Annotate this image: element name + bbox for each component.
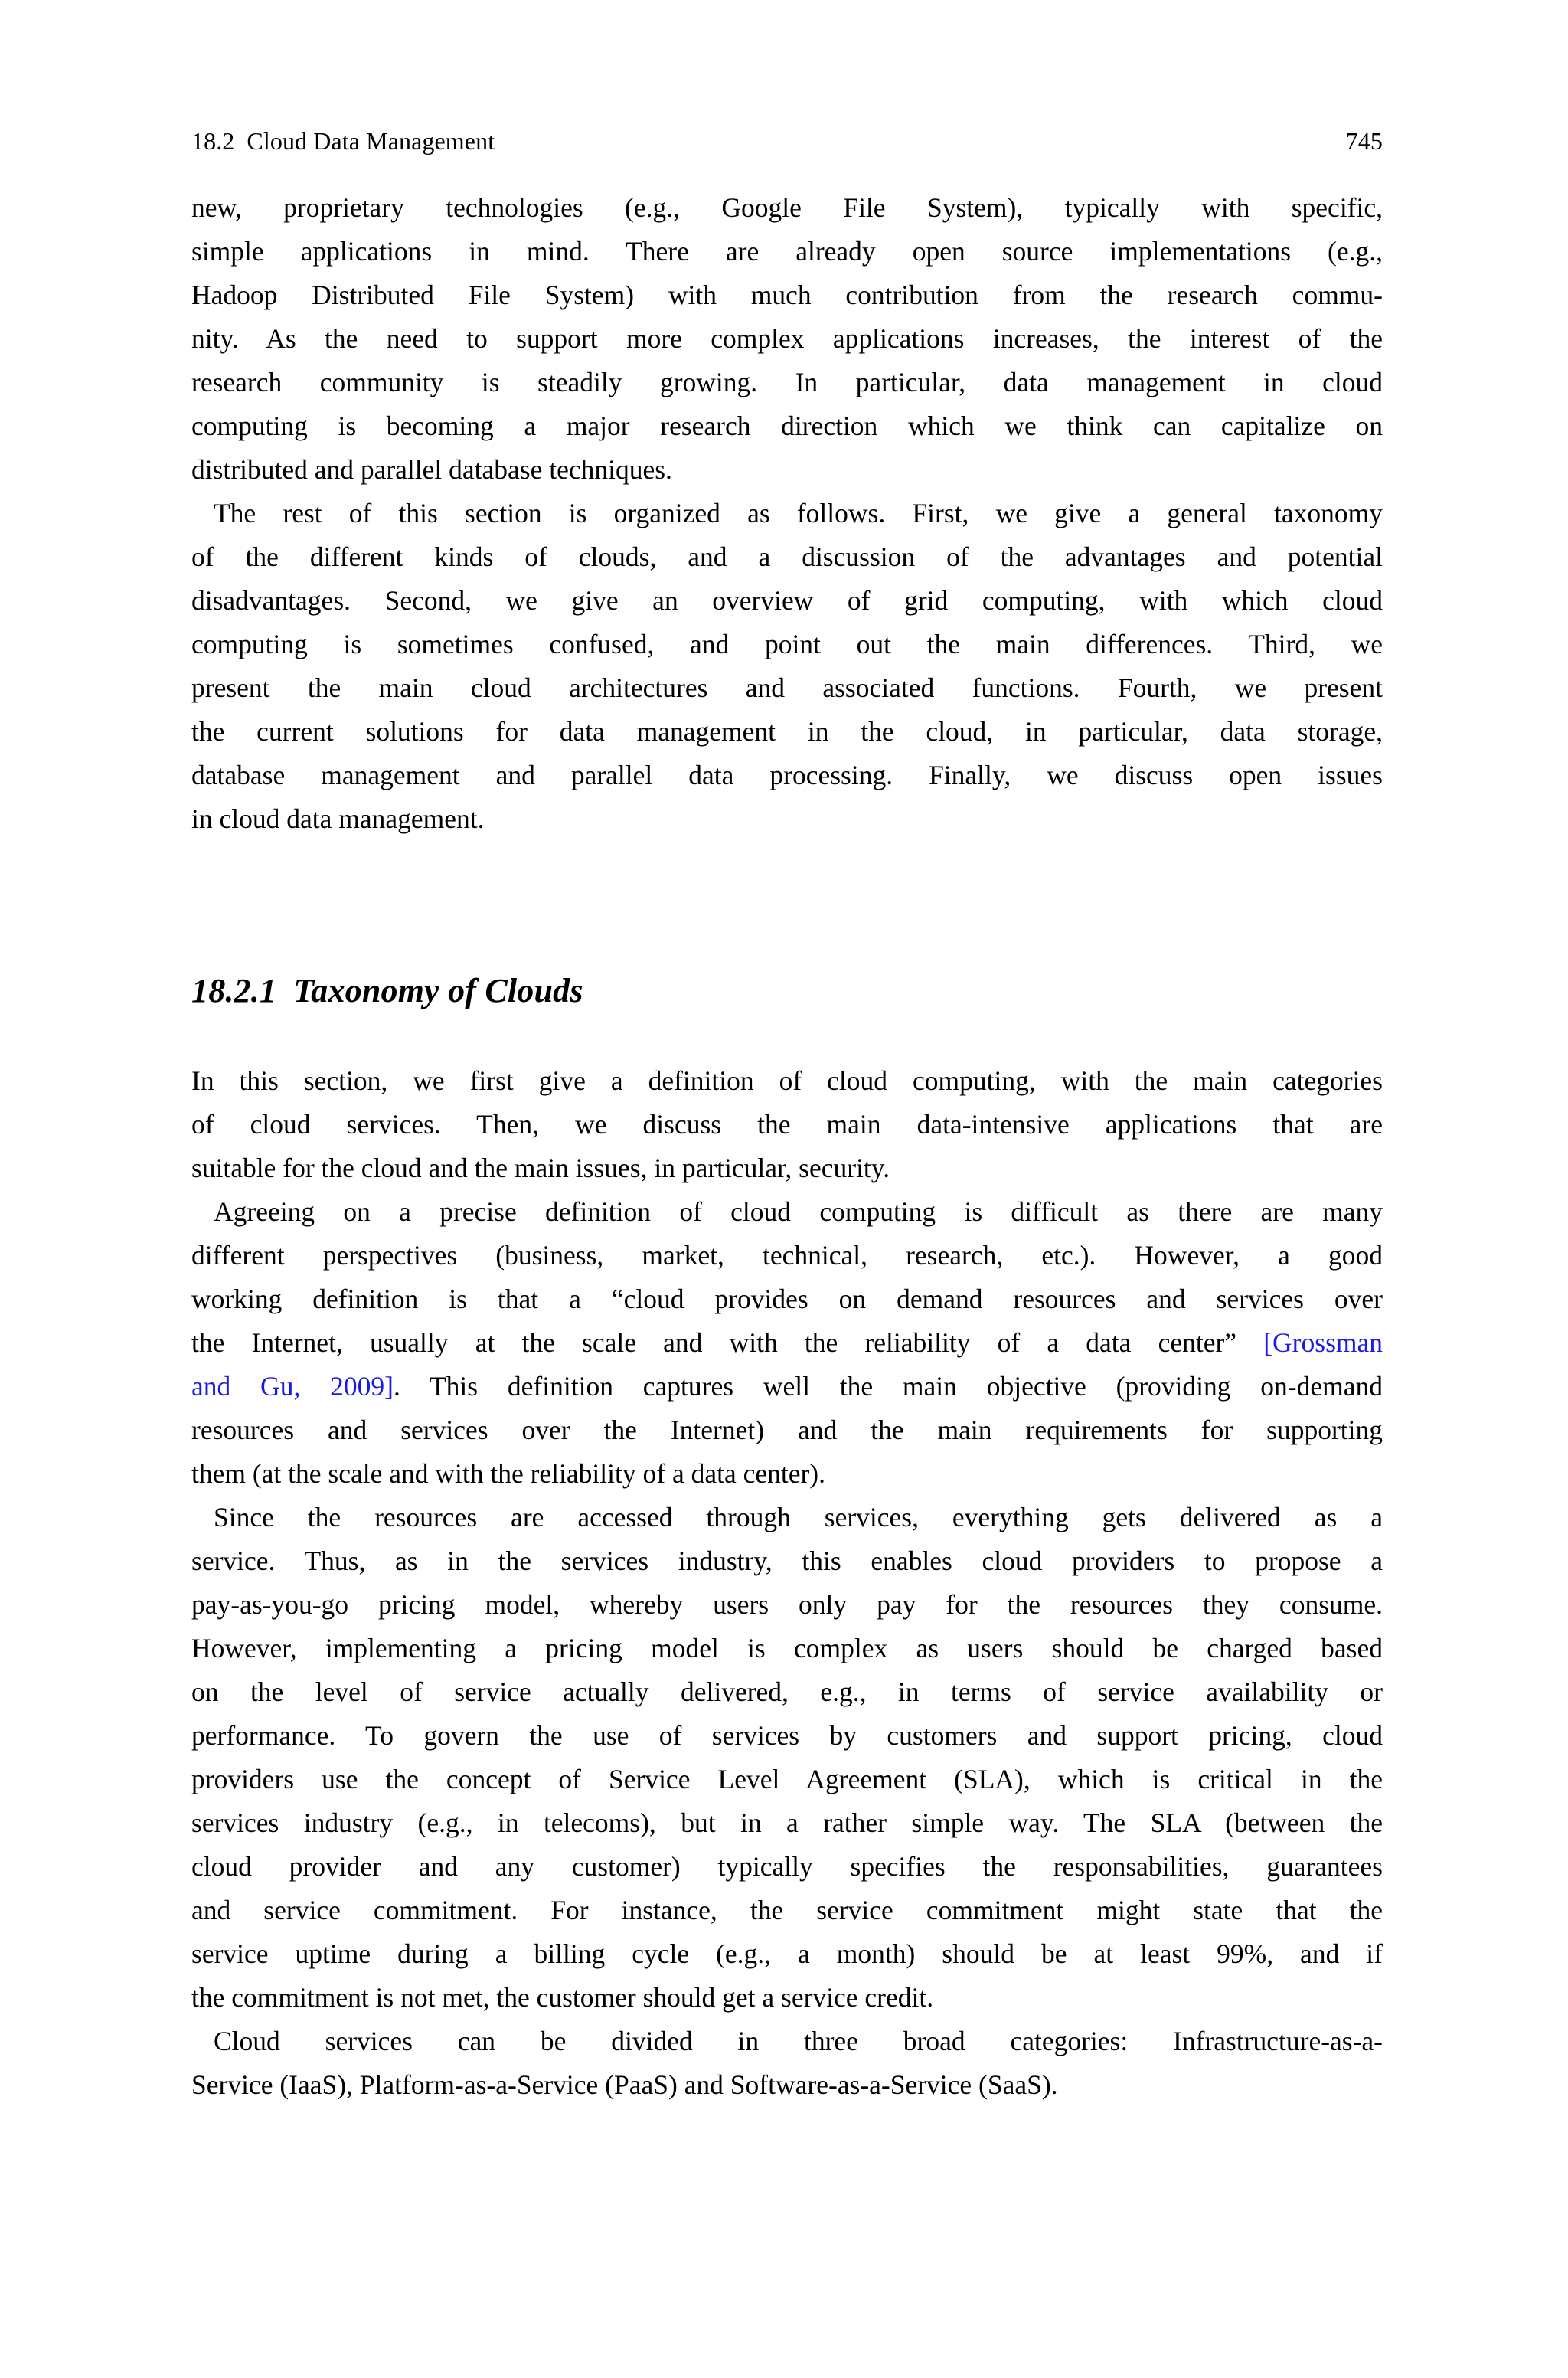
text-line: research community is steadily growing. In particular, data management in cloud bbox=[191, 367, 1383, 397]
text-line: In this section, we first give a definition of cloud computing, with the main categories bbox=[191, 1065, 1383, 1096]
text-line: and service commitment. For instance, the service commitment might state that the bbox=[191, 1895, 1383, 1925]
text-line: The rest of this section is organized as follows. First, we give a general taxonomy bbox=[214, 498, 1383, 528]
text-line: present the main cloud architectures and associated functions. Fourth, we present bbox=[191, 672, 1383, 703]
citation-link-part-1[interactable]: [Grossman bbox=[1263, 1327, 1383, 1358]
text-line: the current solutions for data management in the cloud, in particular, data storage, bbox=[191, 716, 1383, 747]
section-heading-number: 18.2.1 bbox=[191, 971, 277, 1009]
running-head-left bbox=[191, 126, 495, 156]
text-line: on the level of service actually delivered, e.g., in terms of service availability or bbox=[191, 1676, 1383, 1707]
body-block-intro bbox=[191, 186, 1383, 841]
paragraph-4 bbox=[191, 1190, 1383, 1496]
text-line: simple applications in mind. There are already open source implementations (e.g., bbox=[191, 236, 1383, 267]
paragraph-3 bbox=[191, 1059, 1383, 1190]
text-line: pay-as-you-go pricing model, whereby users only pay for the resources they consume. bbox=[191, 1589, 1383, 1620]
text-line: the commitment is not met, the customer should get a service credit. bbox=[191, 1982, 934, 2013]
page-number: 745 bbox=[1345, 127, 1383, 155]
text-line: suitable for the cloud and the main issues, in particular, security. bbox=[191, 1153, 890, 1183]
text-line: Since the resources are accessed through services, everything gets delivered as a bbox=[214, 1502, 1383, 1532]
text-line: of cloud services. Then, we discuss the main data-intensive applications that are bbox=[191, 1109, 1383, 1140]
section-heading-title: Taxonomy of Clouds bbox=[293, 971, 583, 1009]
text-line: resources and services over the Internet) and the main requirements for supporting bbox=[191, 1415, 1383, 1445]
citation-link-part-2[interactable]: and Gu, 2009] bbox=[191, 1371, 394, 1402]
text-line: performance. To govern the use of services by customers and support pricing, cloud bbox=[191, 1720, 1383, 1751]
text-line: However, implementing a pricing model is complex as users should be charged based bbox=[191, 1633, 1383, 1663]
text-line: Hadoop Distributed File System) with much contribution from the research commu- bbox=[191, 280, 1383, 310]
text-line: . This definition captures well the main objective (providing on-demand bbox=[393, 1371, 1383, 1402]
text-line: Agreeing on a precise definition of cloud computing is difficult as there are many bbox=[214, 1196, 1383, 1227]
section-heading bbox=[191, 969, 1383, 1013]
text-line: database management and parallel data processing. Finally, we discuss open issues bbox=[191, 760, 1383, 790]
text-line: distributed and parallel database techniques. bbox=[191, 454, 672, 485]
text-line: them (at the scale and with the reliability of a data center). bbox=[191, 1458, 825, 1489]
body-block-taxonomy bbox=[191, 1059, 1383, 2107]
text-line: new, proprietary technologies (e.g., Google File System), typically with specific, bbox=[191, 192, 1383, 223]
paragraph-6 bbox=[191, 2020, 1383, 2107]
text-line-with-citation bbox=[191, 1321, 1383, 1365]
text-line: service uptime during a billing cycle (e.g., a month) should be at least 99%, and if bbox=[191, 1938, 1383, 1969]
text-line-citation-continued bbox=[191, 1365, 1383, 1408]
text-line: disadvantages. Second, we give an overview of grid computing, with which cloud bbox=[191, 585, 1383, 616]
text-line: Service (IaaS), Platform-as-a-Service (PaaS) and Software-as-a-Service (SaaS). bbox=[191, 2069, 1058, 2100]
text-line: different perspectives (business, market, technical, research, etc.). However, a good bbox=[191, 1240, 1383, 1271]
paragraph-2 bbox=[191, 492, 1383, 841]
text-line: in cloud data management. bbox=[191, 803, 485, 834]
running-head bbox=[191, 126, 1383, 156]
running-head-section-number: 18.2 bbox=[191, 127, 235, 155]
text-line: cloud provider and any customer) typically specifies the responsabilities, guarantees bbox=[191, 1851, 1383, 1882]
paragraph-5 bbox=[191, 1496, 1383, 2020]
text-line: service. Thus, as in the services industry, this enables cloud providers to propose a bbox=[191, 1546, 1383, 1576]
text-line: the Internet, usually at the scale and with the reliability of a data center” bbox=[191, 1327, 1264, 1358]
text-line: computing is sometimes confused, and point out the main differences. Third, we bbox=[191, 629, 1383, 659]
paragraph-1 bbox=[191, 186, 1383, 492]
text-line: nity. As the need to support more complex applications increases, the interest of the bbox=[191, 323, 1383, 354]
text-line: working definition is that a “cloud provides on demand resources and services over bbox=[191, 1284, 1383, 1314]
text-line: computing is becoming a major research direction which we think can capitalize on bbox=[191, 411, 1383, 441]
text-line: services industry (e.g., in telecoms), but in a rather simple way. The SLA (between the bbox=[191, 1807, 1383, 1838]
text-line: Cloud services can be divided in three broad categories: Infrastructure-as-a- bbox=[214, 2026, 1383, 2056]
text-line: of the different kinds of clouds, and a discussion of the advantages and potential bbox=[191, 541, 1383, 572]
text-line: providers use the concept of Service Level Agreement (SLA), which is critical in the bbox=[191, 1764, 1383, 1794]
running-head-section-title: Cloud Data Management bbox=[247, 127, 495, 155]
